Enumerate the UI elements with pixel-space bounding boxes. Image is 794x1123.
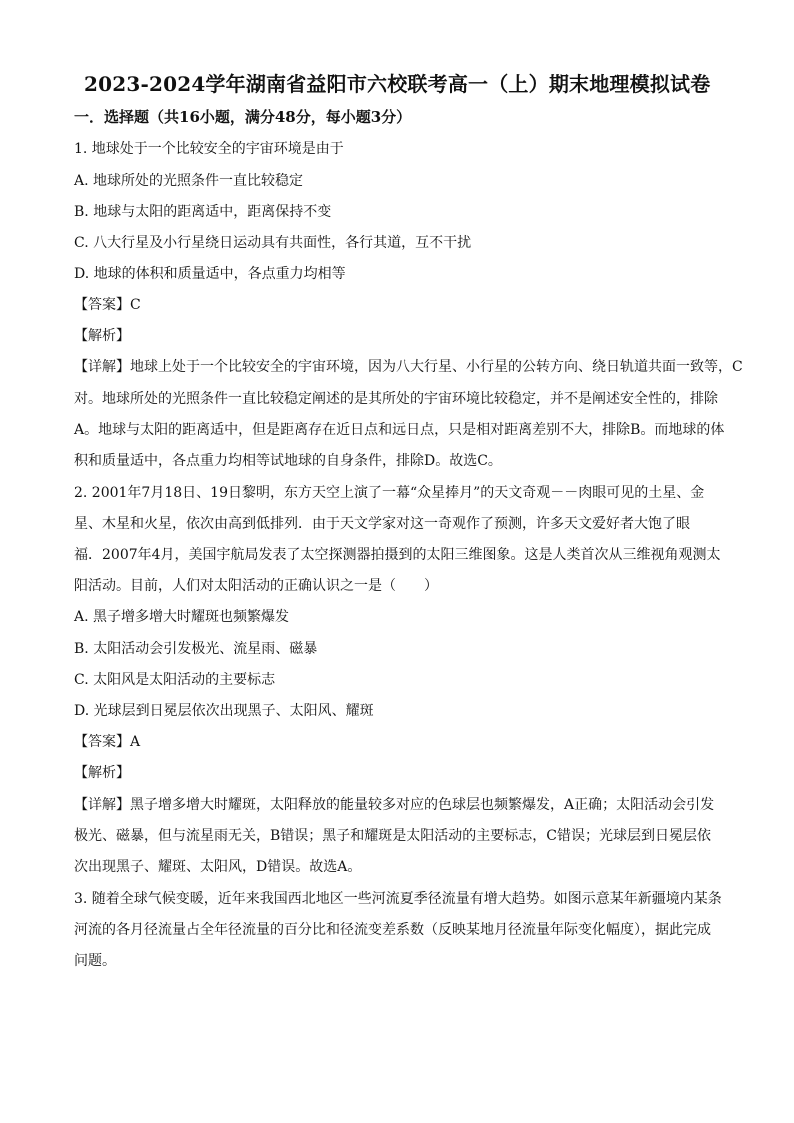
q3-stem-line: 3. 随着全球气候变暖，近年来我国西北地区一些河流夏季径流量有增大趋势。如图示意某年新疆境内某条 bbox=[74, 891, 722, 907]
q2-detail-line: 极光、磁暴，但与流星雨无关，B错误；黑子和耀斑是太阳活动的主要标志，C错误；光球层到日冕层依 bbox=[74, 828, 711, 844]
q1-option-a: A. 地球所处的光照条件一直比较稳定 bbox=[74, 173, 304, 189]
q2-detail-line: 次出现黑子、耀斑、太阳风，D错误。故选A。 bbox=[74, 859, 362, 875]
q2-answer: 【答案】A bbox=[74, 734, 141, 750]
q2-stem-line: 阳活动。目前，人们对太阳活动的正确认识之一是（ ） bbox=[74, 578, 438, 594]
q1-answer: 【答案】C bbox=[74, 297, 141, 313]
q2-option-d: D. 光球层到日冕层依次出现黑子、太阳风、耀斑 bbox=[74, 703, 374, 719]
q1-option-c: C. 八大行星及小行星绕日运动具有共面性，各行其道，互不干扰 bbox=[74, 235, 472, 251]
q1-stem: 1. 地球处于一个比较安全的宇宙环境是由于 bbox=[74, 141, 344, 157]
q2-detail-line: 【详解】黑子增多增大时耀斑，太阳释放的能量较多对应的色球层也频繁爆发，A正确；太阳活动会引发 bbox=[74, 797, 715, 813]
q2-stem-line: 福．2007年4月，美国宇航局发表了太空探测器拍摄到的太阳三维图象。这是人类首次从三维视角观测太 bbox=[74, 547, 721, 563]
q1-detail-line: A。地球与太阳的距离适中，但是距离存在近日点和远日点，只是相对距离差别不大，排除B。而地球的体 bbox=[74, 422, 725, 438]
q1-option-d: D. 地球的体积和质量适中，各点重力均相等 bbox=[74, 266, 346, 282]
q1-option-b: B. 地球与太阳的距离适中，距离保持不变 bbox=[74, 204, 332, 220]
q2-stem-line: 星、木星和火星，依次由高到低排列．由于天文学家对这一奇观作了预测，许多天文爱好者大饱了眼 bbox=[74, 516, 690, 532]
section-heading: 一．选择题（共16小题，满分48分，每小题3分） bbox=[74, 108, 412, 126]
q2-option-a: A. 黑子增多增大时耀斑也频繁爆发 bbox=[74, 609, 290, 625]
q1-detail-line: 【详解】地球上处于一个比较安全的宇宙环境，因为八大行星、小行星的公转方向、绕日轨道共面一致等，C bbox=[74, 359, 743, 375]
q1-detail-line: 对。地球所处的光照条件一直比较稳定阐述的是其所处的宇宙环境比较稳定，并不是阐述安全性的，排除 bbox=[74, 391, 718, 407]
q1-detail-line: 积和质量适中，各点重力均相等试地球的自身条件，排除D。故选C。 bbox=[74, 453, 502, 469]
page-title: 2023-2024学年湖南省益阳市六校联考高一（上）期末地理模拟试卷 bbox=[84, 72, 711, 96]
q2-stem-line: 2. 2001年7月18日、19日黎明，东方天空上演了一幕“众星捧月”的天文奇观－－肉眼可见的土星、金 bbox=[74, 485, 705, 501]
q2-analysis-label: 【解析】 bbox=[74, 765, 130, 781]
q2-option-b: B. 太阳活动会引发极光、流星雨、磁暴 bbox=[74, 641, 318, 657]
q2-option-c: C. 太阳风是太阳活动的主要标志 bbox=[74, 672, 276, 688]
q3-stem-line: 河流的各月径流量占全年径流量的百分比和径流变差系数（反映某地月径流量年际变化幅度），据此完成 bbox=[74, 922, 711, 938]
q3-stem-line: 问题。 bbox=[74, 953, 116, 969]
q1-analysis-label: 【解析】 bbox=[74, 328, 130, 344]
